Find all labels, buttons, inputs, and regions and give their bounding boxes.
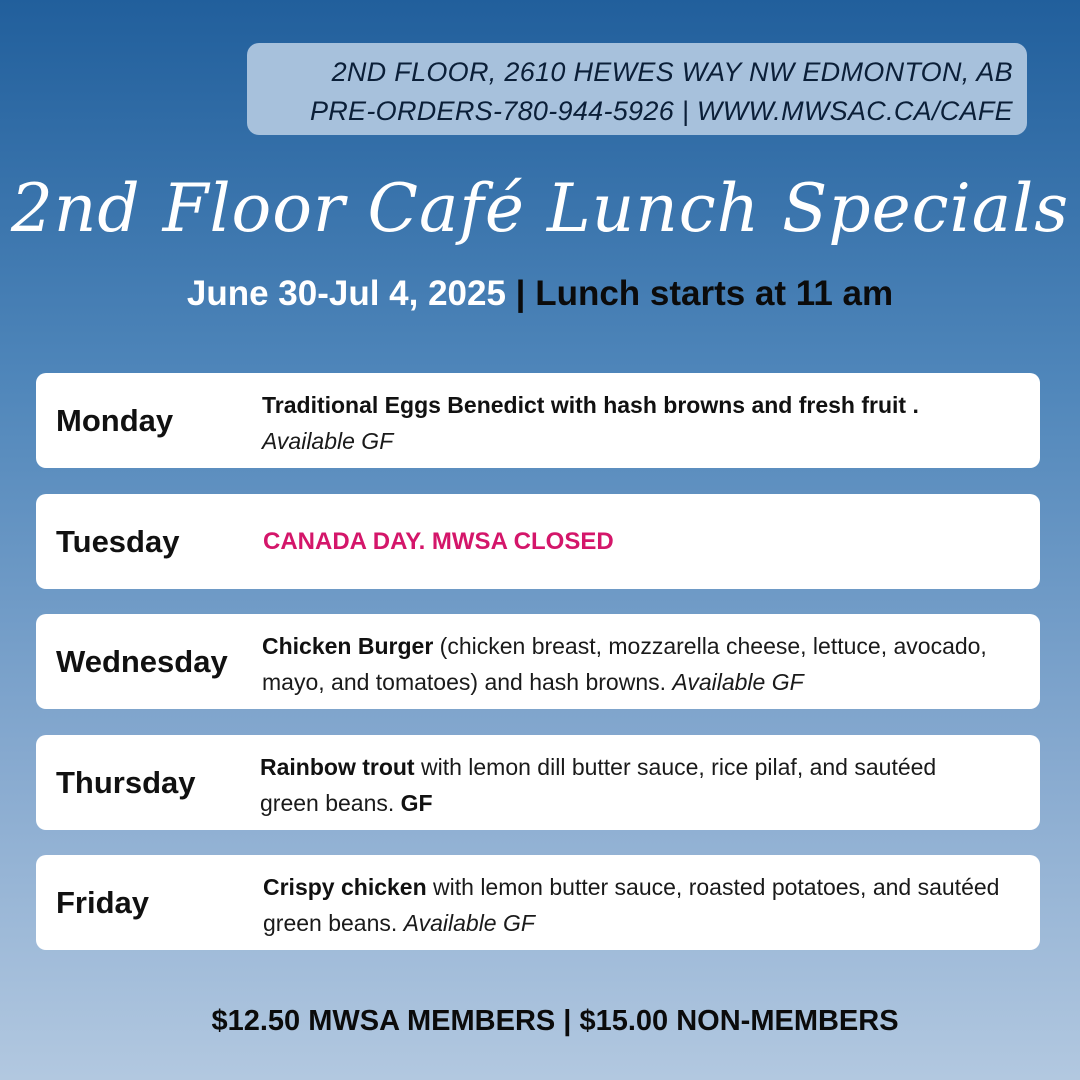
preorder-contact-line: PRE-ORDERS-780-944-5926 | WWW.MWSAC.CA/CAFE xyxy=(309,96,1013,126)
closed-notice: CANADA DAY. MWSA CLOSED xyxy=(263,528,614,555)
dish-description xyxy=(260,749,1000,821)
dish-name: Crispy chicken xyxy=(263,874,427,900)
day-label: Tuesday xyxy=(56,524,180,559)
menu-card-monday xyxy=(36,373,1040,468)
menu-card-friday xyxy=(36,855,1040,950)
dish-name: Chicken Burger xyxy=(262,633,434,659)
day-label: Wednesday xyxy=(56,644,228,679)
dish-details: with lemon butter sauce, roasted potatoes, and sautéed green beans. xyxy=(263,874,1000,936)
subtitle-separator: | xyxy=(505,274,536,313)
lunch-start-time: Lunch starts at 11 am xyxy=(535,274,894,313)
dish-details: with lemon dill butter sauce, rice pilaf, and sautéed green beans. xyxy=(260,754,937,816)
menu-card-wednesday xyxy=(36,614,1040,709)
dish-name: Rainbow trout xyxy=(260,754,415,780)
address-box xyxy=(247,43,1027,135)
date-range: June 30-Jul 4, 2025 xyxy=(186,274,506,313)
menu-card-thursday xyxy=(36,735,1040,830)
dietary-note: Available GF xyxy=(672,669,804,695)
dietary-note: Available GF xyxy=(403,910,535,936)
dish-description xyxy=(262,628,1002,700)
dietary-note: GF xyxy=(400,790,433,816)
day-label: Thursday xyxy=(56,765,196,800)
subtitle xyxy=(0,272,1080,316)
menu-card-tuesday xyxy=(36,494,1040,589)
day-label: Monday xyxy=(56,403,174,438)
dish-description xyxy=(262,387,1002,459)
dish-name: Traditional Eggs Benedict with hash browns and fresh fruit . xyxy=(262,392,919,418)
price-footer: $12.50 MWSA MEMBERS | $15.00 NON-MEMBERS xyxy=(211,1005,899,1037)
dietary-note: Available GF xyxy=(262,428,394,454)
dish-description xyxy=(263,869,1003,941)
dish-details: (chicken breast, mozzarella cheese, lettuce, avocado, mayo, and tomatoes) and hash browns. xyxy=(262,633,987,695)
page-title: 2nd Floor Café Lunch Specials xyxy=(10,170,1070,247)
day-label: Friday xyxy=(56,885,150,920)
address-line: 2ND FLOOR, 2610 HEWES WAY NW EDMONTON, AB xyxy=(331,57,1013,87)
